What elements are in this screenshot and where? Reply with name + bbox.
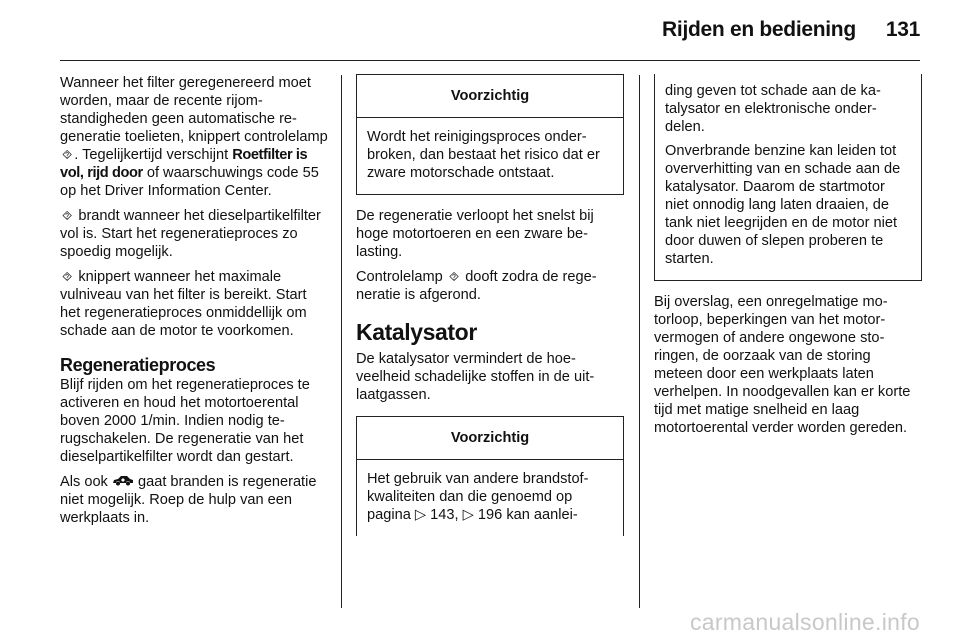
paragraph: De katalysator vermindert de hoeveelheid schadelijke stoffen in de uitlaatgassen.: [356, 351, 595, 403]
paragraph: De regeneratie verloopt het snelst bij hoge motortoeren en een zware belasting.: [356, 208, 594, 260]
caution-box: [356, 74, 624, 195]
page-ref-link[interactable]: 143,: [426, 507, 463, 523]
paragraph: Blijf rijden om het regeneratieproces te activeren en houd het motortoerental boven 2000 1/min. Indien nodig terugschakelen. De regeneratie van het dieselpartikelfilter wordt dan gestart.: [60, 377, 310, 465]
section-heading: Regeneratieproces: [60, 355, 216, 375]
diesel-particle-filter-lamp-icon: ⯑: [448, 269, 460, 284]
paragraph: Bij overslag, een onregelmatige motorloop, beperkingen van het motorvermogen of andere ongewone storingen, de oorzaak van de storing meteen door een werkplaats laten verhelpen. In noodgevallen kan er korte tijd met matige snelheid en laag motortoerental verder worden gereden.: [654, 294, 911, 436]
header-rule: [60, 60, 920, 61]
caution-title: Voorzichtig: [357, 417, 623, 460]
caution-title: Voorzichtig: [357, 75, 623, 118]
diesel-particle-filter-lamp-icon: ⯑: [62, 269, 73, 284]
column-divider: [341, 75, 342, 608]
car-service-icon: [112, 473, 134, 491]
paragraph: ⯑ brandt wanneer het dieselpartikelfilter vol is. Start het regeneratieproces zo spoedig mogelijk.: [60, 208, 321, 260]
page-number: 131: [885, 18, 920, 41]
paragraph: Wanneer het filter geregenereerd moet worden, maar de recente rijomstandigheden geen automatische regeneratie toelieten, knippert controlelamp ⯑ . Tegelijkertijd verschijnt Roetfilter is vol, rijd door of waarschuwings code 55 op het Driver Information Center.: [60, 75, 328, 199]
caution-box: [356, 416, 624, 536]
paragraph: Controlelamp ⯑ dooft zodra de regeneratie is afgerond.: [356, 269, 597, 303]
message-text: Roetfilter is vol, rijd door: [60, 147, 308, 181]
column-3: [654, 74, 922, 444]
caution-body: Het gebruik van andere brandstofkwaliteiten dan die genoemd op pagina ▷ 143, ▷ 196 kan aanlei-: [367, 471, 589, 523]
column-1: [60, 74, 328, 534]
caution-box-continued: [654, 74, 922, 281]
page-ref-arrow-icon: ▷: [462, 507, 474, 523]
caution-body: Wordt het reinigingsproces onderbroken, dan bestaat het risico dat er zware motorschade ontstaat.: [367, 129, 600, 181]
header-title: Rijden en bediening: [662, 18, 856, 41]
diesel-particle-filter-lamp-icon: ⯑: [62, 208, 73, 223]
section-heading: Katalysator: [356, 319, 477, 345]
diesel-particle-filter-lamp-icon: ⯑: [62, 147, 73, 162]
paragraph: ⯑ knippert wanneer het maximale vulniveau van het filter is bereikt. Start het regeneratieproces onmiddellijk om schade aan de motor te voorkomen.: [60, 269, 307, 339]
column-2: [356, 74, 624, 548]
paragraph: Als ook gaat branden is regeneratie niet mogelijk. Roep de hulp van een werkplaats in.: [60, 474, 317, 527]
page-ref-arrow-icon: ▷: [414, 507, 427, 523]
page-ref-link[interactable]: 196 kan aanlei-: [473, 507, 578, 523]
caution-body: ding geven tot schade aan de katalysator en elektronische onderdelen. Onverbrande benzine kan leiden tot oververhitting van en schade aan de katalysator. Daarom de startmotor niet onnodig lang laten draaien, de tank niet leegrijden en de motor niet door duwen of slepen proberen te starten.: [665, 83, 901, 267]
watermark: carmanualsonline.info: [689, 609, 920, 635]
page-header: [662, 18, 920, 48]
column-divider: [639, 75, 640, 608]
